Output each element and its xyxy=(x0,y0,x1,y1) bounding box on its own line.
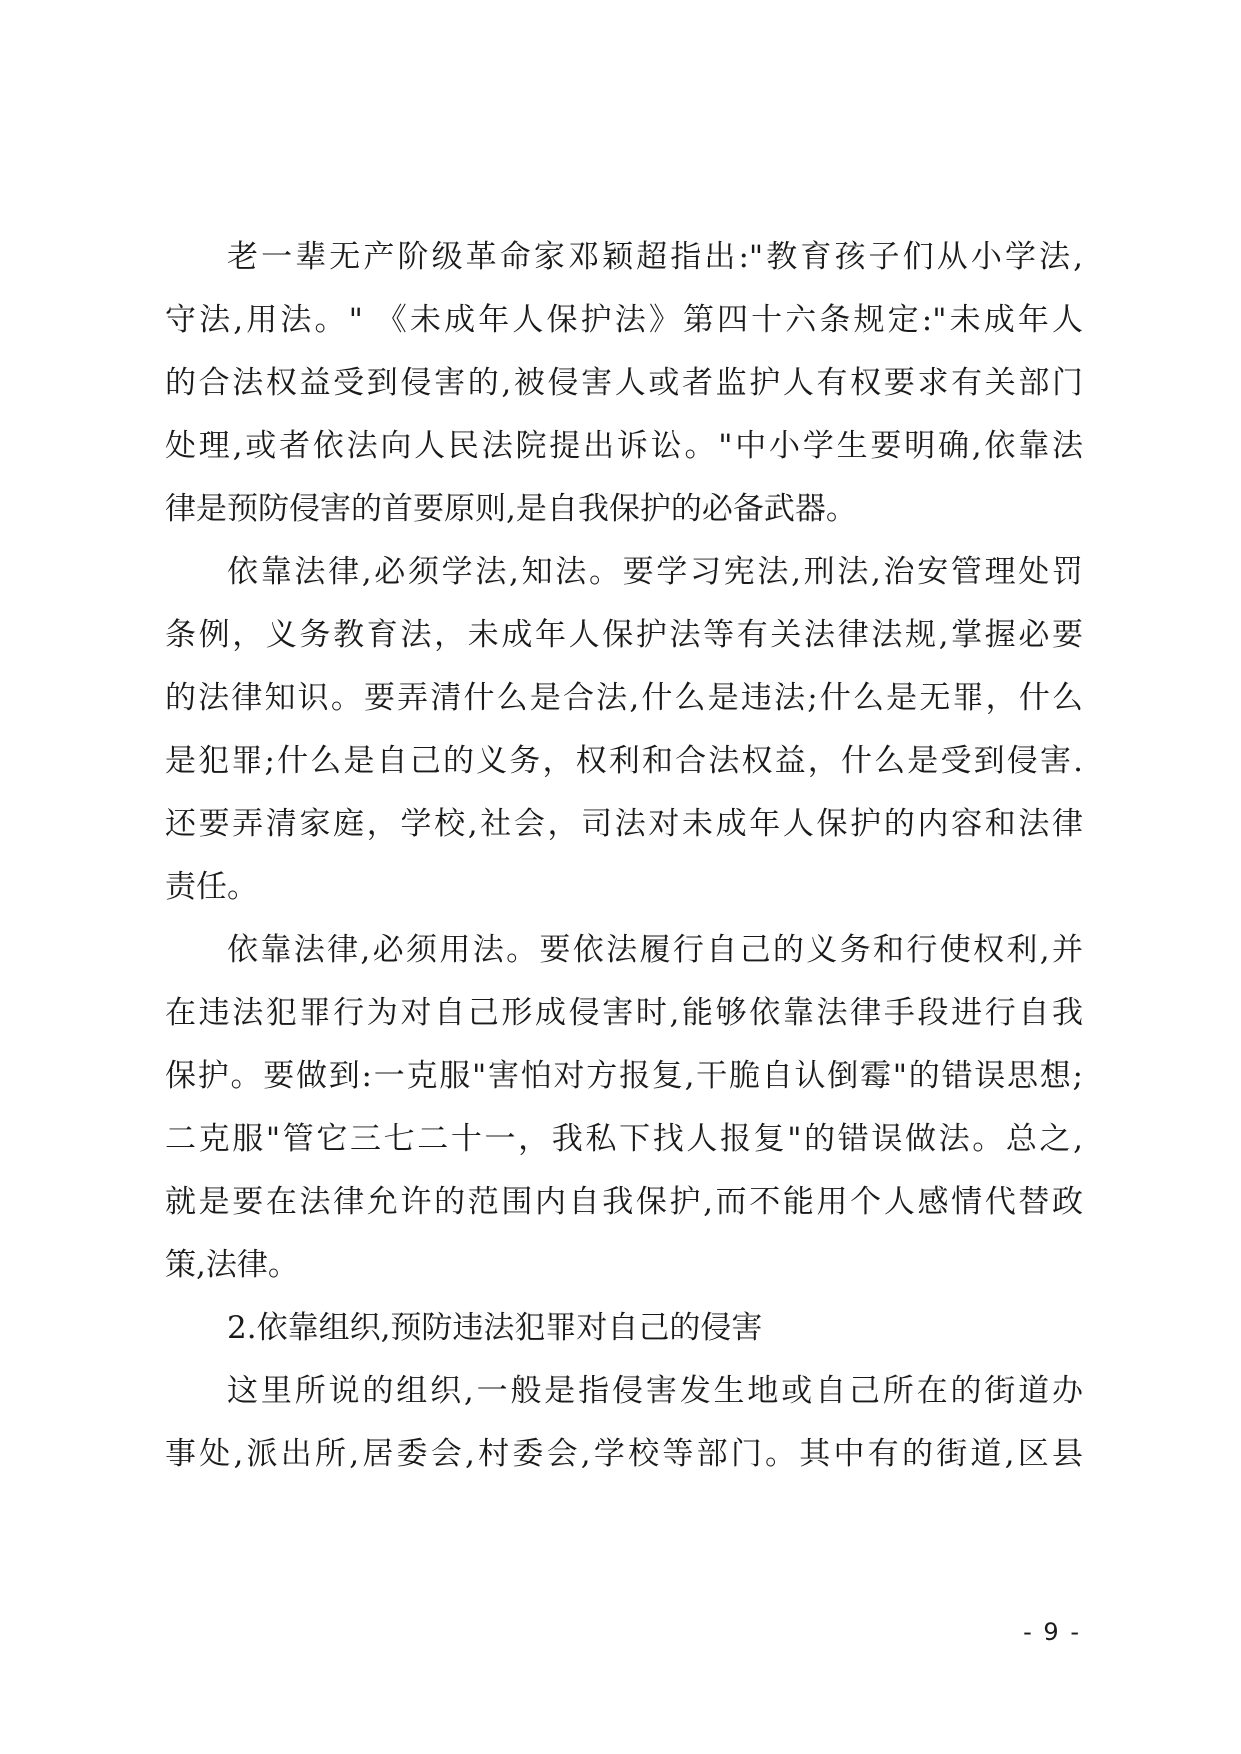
body-text xyxy=(165,226,1083,1486)
text-line: 二克服"管它三七二十一，我私下找人报复"的错误做法。总之, xyxy=(165,1121,1083,1157)
text-line: 守法,用法。" 《未成年人保护法》第四十六条规定:"未成年人 xyxy=(165,302,1083,338)
text-line: 老一辈无产阶级革命家邓颖超指出:"教育孩子们从小学法, xyxy=(227,239,1083,275)
page-number: - 9 - xyxy=(1023,1618,1081,1646)
text-line: 在违法犯罪行为对自己形成侵害时,能够依靠法律手段进行自我 xyxy=(165,995,1083,1031)
text-line: 这里所说的组织,一般是指侵害发生地或自己所在的街道办 xyxy=(227,1373,1083,1409)
text-line: 依靠法律,必须用法。要依法履行自己的义务和行使权利,并 xyxy=(227,932,1083,968)
text-line: 还要弄清家庭，学校,社会，司法对未成年人保护的内容和法律 xyxy=(165,806,1083,842)
text-line: 条例，义务教育法，未成年人保护法等有关法律法规,掌握必要 xyxy=(165,617,1083,653)
text-line: 的法律知识。要弄清什么是合法,什么是违法;什么是无罪，什么 xyxy=(165,680,1083,716)
text-line: 是犯罪;什么是自己的义务，权利和合法权益，什么是受到侵害. xyxy=(165,743,1083,779)
text-line: 策,法律。 xyxy=(165,1247,299,1283)
text-line: 依靠法律,必须学法,知法。要学习宪法,刑法,治安管理处罚 xyxy=(227,554,1083,590)
text-line: 律是预防侵害的首要原则,是自我保护的必备武器。 xyxy=(165,491,857,527)
text-line: 就是要在法律允许的范围内自我保护,而不能用个人感情代替政 xyxy=(165,1184,1083,1220)
text-line: 保护。要做到:一克服"害怕对方报复,干脆自认倒霉"的错误思想; xyxy=(165,1058,1083,1094)
section-heading: 2.依靠组织,预防违法犯罪对自己的侵害 xyxy=(227,1310,763,1346)
text-line: 处理,或者依法向人民法院提出诉讼。"中小学生要明确,依靠法 xyxy=(165,428,1083,464)
text-line: 的合法权益受到侵害的,被侵害人或者监护人有权要求有关部门 xyxy=(165,365,1083,401)
text-line: 事处,派出所,居委会,村委会,学校等部门。其中有的街道,区县 xyxy=(165,1436,1083,1472)
text-line: 责任。 xyxy=(165,869,258,905)
